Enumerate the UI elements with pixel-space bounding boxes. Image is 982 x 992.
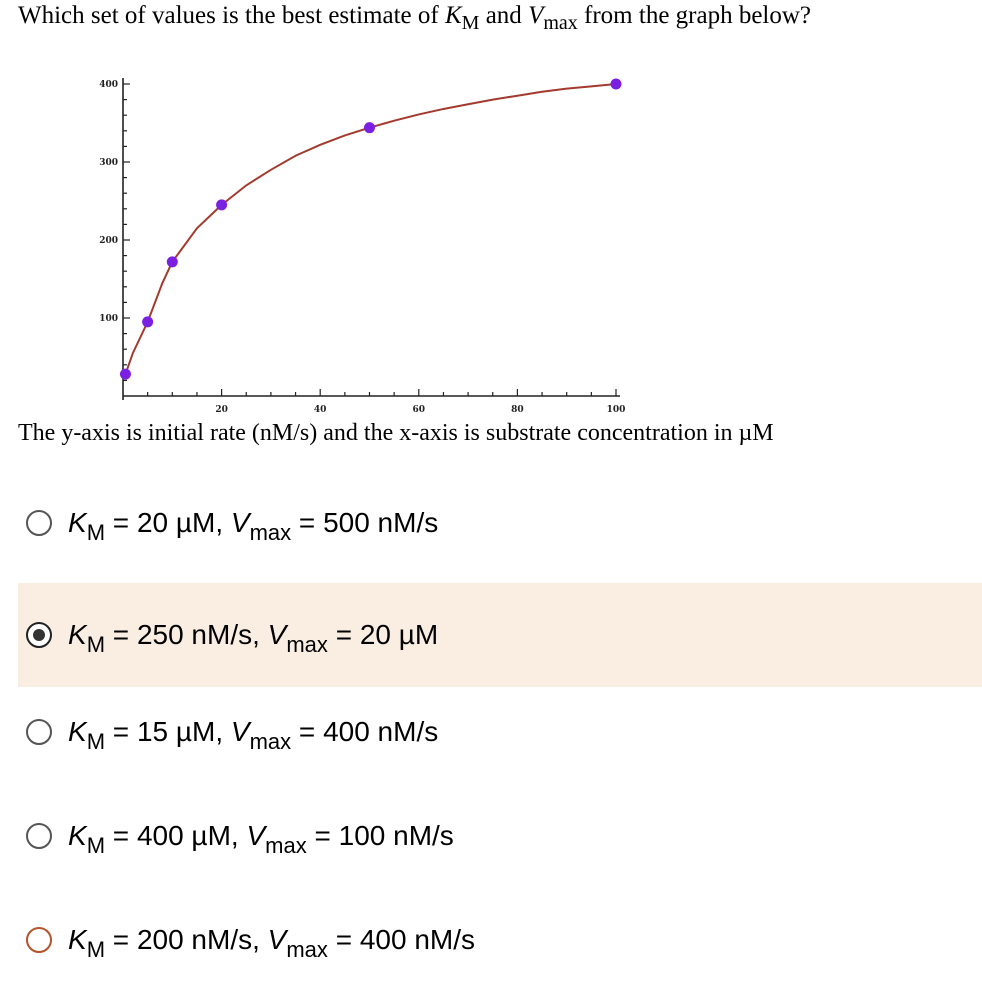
question-prefix: Which set of values is the best estimate of: [18, 2, 445, 29]
data-point: [142, 316, 153, 327]
equals: =: [105, 820, 137, 851]
vmax-symbol: V: [267, 924, 287, 955]
km-subscript: M: [86, 520, 106, 545]
data-point: [216, 199, 227, 210]
question-text: [18, 2, 812, 34]
option-4-km-value: 400 µM: [136, 820, 231, 851]
separator: ,: [215, 507, 231, 538]
option-3[interactable]: [18, 680, 982, 784]
equals: =: [306, 820, 339, 851]
separator: ,: [252, 924, 268, 955]
data-point: [364, 122, 375, 133]
option-3-km-value: 15 µM: [136, 716, 216, 747]
option-3-vmax-value: 400 nM/s: [323, 716, 439, 747]
option-1-km-value: 20 µM: [136, 507, 216, 538]
equals: =: [291, 716, 324, 747]
x-tick-label: 20: [215, 405, 228, 415]
vmax-subscript: max: [249, 520, 292, 545]
option-1[interactable]: [18, 471, 982, 575]
radio-option-1[interactable]: [26, 510, 52, 536]
question-suffix: from the graph below?: [577, 2, 812, 29]
km-subscript: M: [86, 729, 106, 754]
data-point: [611, 79, 622, 90]
option-1-text: [68, 507, 439, 545]
separator: ,: [230, 820, 247, 851]
vmax-symbol: V: [230, 716, 250, 747]
equals: =: [291, 507, 324, 538]
separator: ,: [215, 716, 231, 747]
vmax-subscript: max: [286, 937, 328, 962]
km-symbol: K: [68, 716, 87, 747]
y-tick-label: 300: [99, 158, 118, 168]
equals: =: [105, 619, 137, 650]
option-2-km-value: 250 nM/s: [136, 619, 253, 650]
x-tick-label: 100: [606, 405, 626, 415]
km-symbol: K: [68, 924, 87, 955]
option-5-km-value: 200 nM/s: [136, 924, 253, 955]
x-tick-label: 60: [412, 405, 426, 415]
km-symbol: K: [68, 619, 87, 650]
km-subscript: M: [86, 833, 106, 858]
data-point: [120, 369, 131, 380]
equals: =: [327, 924, 360, 955]
x-tick-label: 80: [511, 405, 524, 415]
y-tick-label: 400: [99, 80, 118, 90]
equals: =: [105, 507, 137, 538]
x-tick-label: 40: [313, 405, 327, 415]
km-subscript: M: [86, 632, 106, 657]
vmax-subscript: max: [265, 833, 307, 858]
vmax-subscript: max: [286, 632, 328, 657]
vmax-symbol: V: [267, 619, 287, 650]
data-point: [167, 256, 178, 267]
km-symbol: K: [68, 820, 87, 851]
km-subscript: M: [86, 937, 106, 962]
axis-caption: The y-axis is initial rate (nM/s) and the x-axis is substrate concentration in µM: [18, 420, 774, 446]
option-2-text: [68, 619, 439, 657]
option-5-vmax-value: 400 nM/s: [359, 924, 476, 955]
equals: =: [105, 924, 137, 955]
option-2-vmax-value: 20 µM: [359, 619, 439, 650]
radio-option-2[interactable]: [26, 622, 52, 648]
km-subscript: M: [461, 12, 480, 34]
km-symbol: K: [68, 507, 87, 538]
option-3-text: [68, 716, 439, 754]
option-4[interactable]: [18, 784, 982, 888]
option-2[interactable]: [18, 583, 982, 687]
y-tick-label: 200: [99, 236, 118, 246]
separator: ,: [252, 619, 268, 650]
question-and: and: [479, 2, 529, 29]
vmax-symbol: V: [528, 2, 544, 29]
km-symbol: K: [444, 2, 462, 29]
radio-option-3[interactable]: [26, 719, 52, 745]
vmax-subscript: max: [249, 729, 292, 754]
option-4-vmax-value: 100 nM/s: [338, 820, 454, 851]
vmax-subscript: max: [543, 12, 578, 34]
y-tick-label: 100: [99, 314, 118, 324]
radio-option-5[interactable]: [26, 927, 52, 953]
option-4-text: [68, 820, 454, 858]
option-1-vmax-value: 500 nM/s: [323, 507, 439, 538]
option-5[interactable]: [18, 888, 982, 992]
michaelis-menten-chart: [0, 60, 660, 420]
equals: =: [327, 619, 360, 650]
vmax-symbol: V: [246, 820, 266, 851]
radio-option-4[interactable]: [26, 823, 52, 849]
option-5-text: [68, 924, 476, 962]
equals: =: [105, 716, 137, 747]
vmax-symbol: V: [230, 507, 250, 538]
